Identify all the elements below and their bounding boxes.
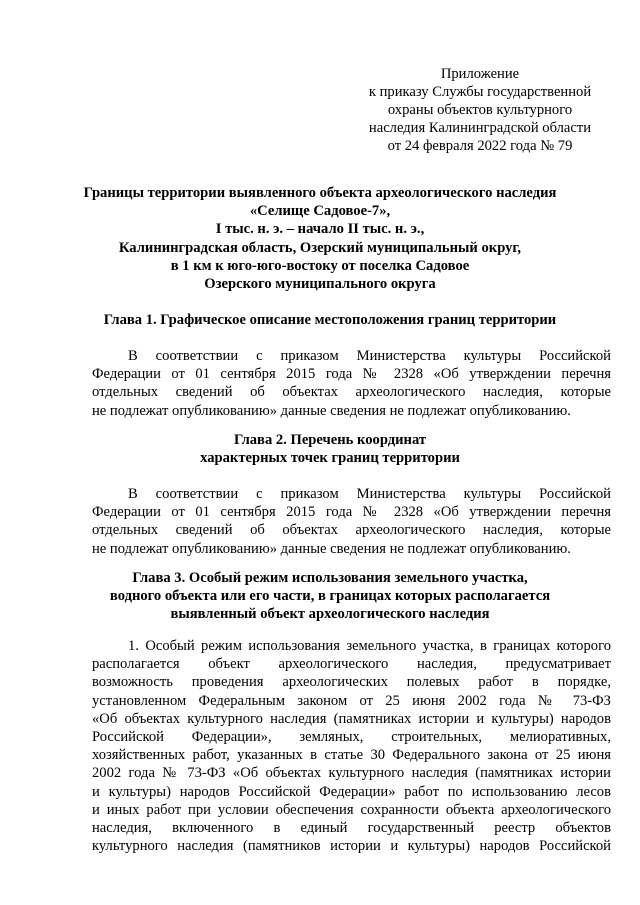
paragraph-line: 2002 года № 73-ФЗ «Об объектах культурного наследия (памятниках истории [92,765,611,782]
heading-line: Глава 1. Графическое описание местоположения границ территории [103,312,557,328]
chapter-1-paragraph [92,347,611,420]
heading-line: выявленный объект археологического наследия [170,606,490,623]
paragraph-line: Федерации от 01 сентября 2015 года № 2328 «Об утверждении перечня [92,504,611,521]
chapter-2-heading [60,431,600,467]
chapter-1-heading [60,311,600,329]
paragraph-line: «Об объектах культурного наследия (памятниках истории и культуры) народов [92,710,611,727]
title-line: Озерского муниципального округа [204,276,436,293]
heading-line: Глава 2. Перечень координат [233,432,427,448]
paragraph-line: не подлежат опубликованию» данные сведения не подлежат опубликованию. [92,402,571,419]
chapter-3-heading [60,569,600,624]
paragraph-line: установленном Федеральным законом от 25 июня 2002 года № 73-ФЗ [92,692,611,709]
appendix-header [350,65,610,155]
appendix-line: наследия Калининградской области [368,120,592,136]
document-title [60,184,580,293]
paragraph-line: Федерации от 01 сентября 2015 года № 2328 «Об утверждении перечня [92,366,611,383]
appendix-line: к приказу Службы государственной [368,84,592,100]
title-line: Калининградская область, Озерский муниципальный округ, [118,239,522,256]
paragraph-line: располагается объект археологического наследия, предусматривает [92,656,611,673]
chapter-3-paragraph [92,637,611,855]
paragraph-line: В соответствии с приказом Министерства культуры Российской [128,348,611,364]
appendix-line: Приложение [440,66,520,82]
heading-line: водного объекта или его части, в границах которых располагается [109,588,551,605]
paragraph-line: В соответствии с приказом Министерства культуры Российской [128,486,611,502]
paragraph-line: и культуры) народов Российской Федерации» работ по использованию лесов [92,783,611,800]
paragraph-line: Российской Федерации», земляных, строительных, мелиоративных, [92,728,611,745]
title-line: I тыс. н. э. – начало II тыс. н. э., [215,221,425,238]
heading-line: Глава 3. Особый режим использования земельного участка, [132,570,528,586]
paragraph-line: 1. Особый режим использования земельного участка, в границах которого [128,638,611,654]
appendix-line: от 24 февраля 2022 года № 79 [387,138,573,154]
paragraph-line: отдельных сведений об объектах археологического наследия, которые [92,522,611,539]
paragraph-line: хозяйственных работ, указанных в статье 30 Федерального закона от 25 июня [92,747,611,764]
paragraph-line: не подлежат опубликованию» данные сведения не подлежат опубликованию. [92,540,571,557]
paragraph-line: культурного наследия (памятников истории и культуры) народов Российской [92,838,611,855]
appendix-line: охраны объектов культурного [387,102,573,118]
heading-line: характерных точек границ территории [200,450,460,467]
paragraph-line: наследия, включенного в единый государственный реестр объектов [92,819,611,836]
chapter-2-paragraph [92,485,611,558]
title-line: Границы территории выявленного объекта археологического наследия [83,185,557,201]
title-line: в 1 км к юго-юго-востоку от поселка Садовое [170,257,470,274]
title-line: «Селище Садовое-7», [249,203,391,220]
paragraph-line: и иных работ при условии обеспечения сохранности объекта археологического [92,801,611,818]
paragraph-line: отдельных сведений об объектах археологического наследия, которые [92,384,611,401]
paragraph-line: возможность проведения археологических полевых работ в порядке, [92,674,611,691]
